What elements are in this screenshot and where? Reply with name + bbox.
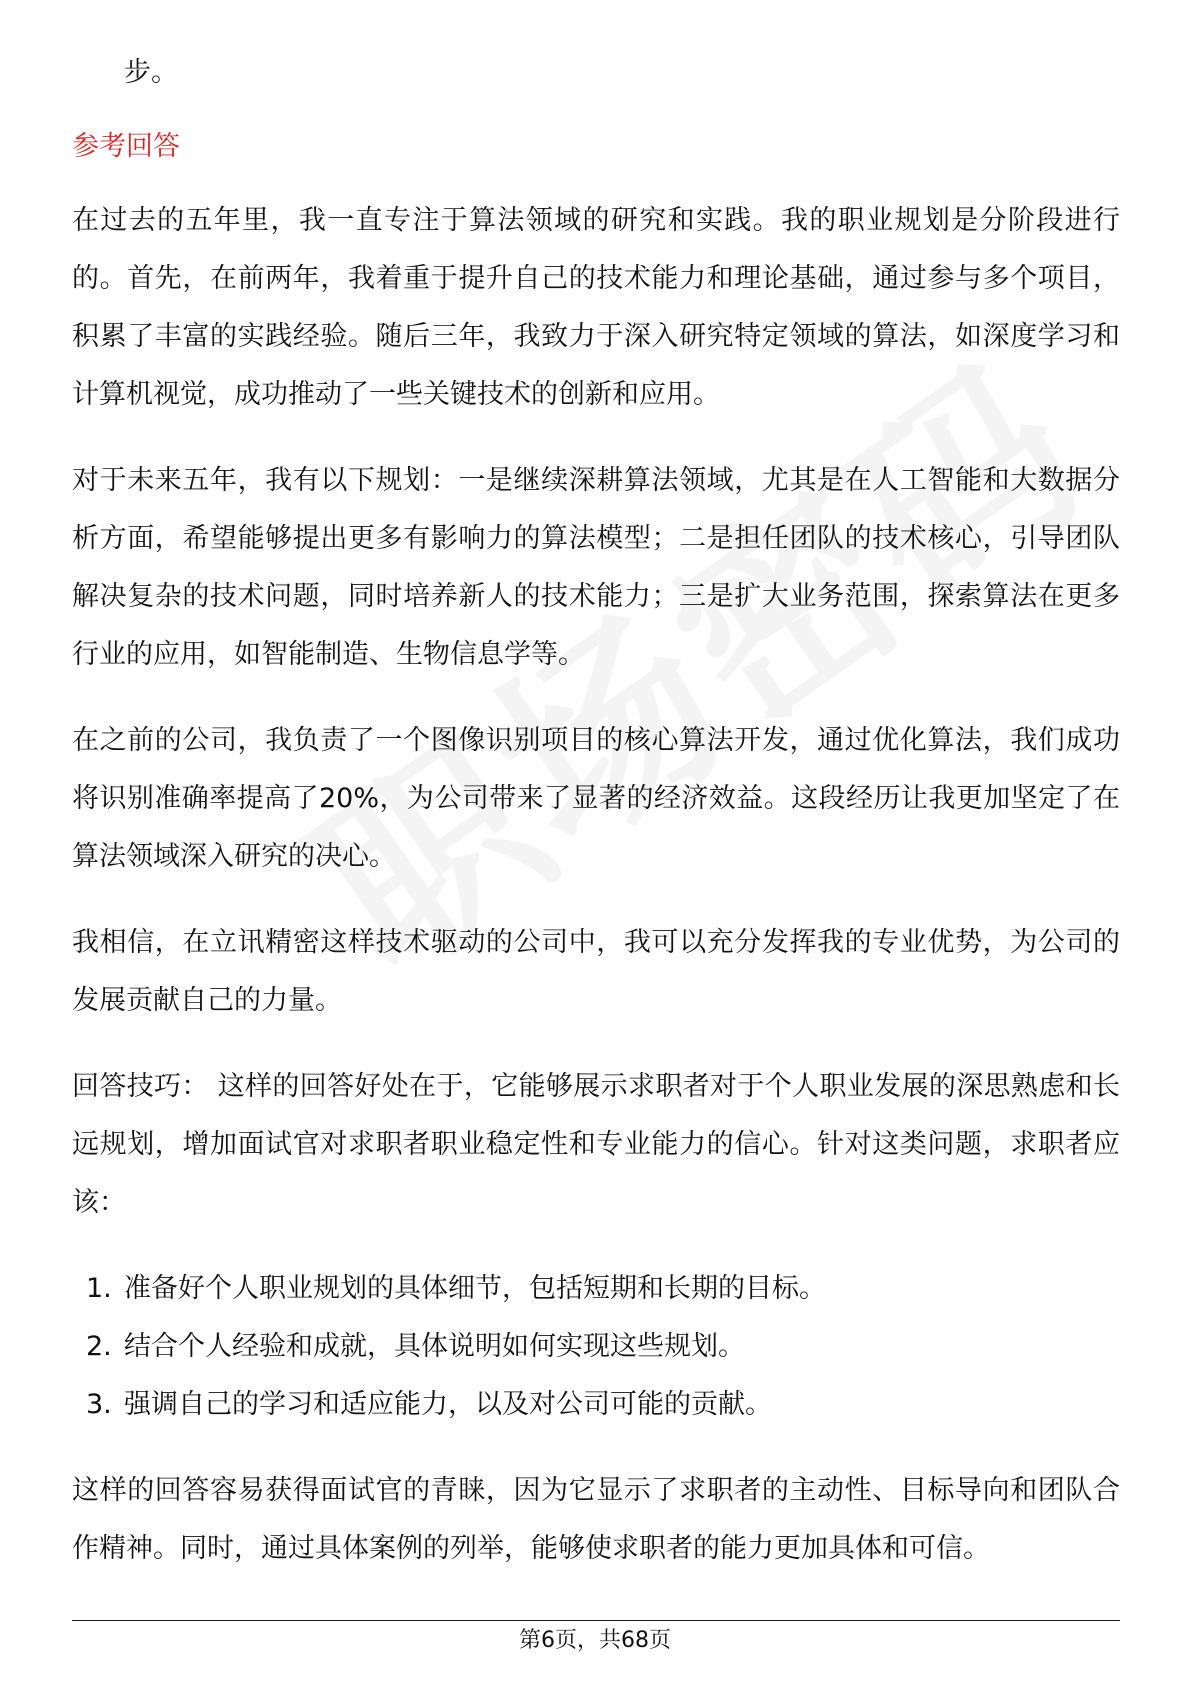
- list-item-text: 准备好个人职业规划的具体细节，包括短期和长期的目标。: [124, 1273, 826, 1304]
- list-item: [72, 1376, 1120, 1434]
- page-number: 第6页，共68页: [519, 1628, 671, 1653]
- answer-paragraph-2: 对于未来五年，我有以下规划：一是继续深耕算法领域，尤其是在人工智能和大数据分析方面，希望能够提出更多有影响力的算法模型；二是担任团队的技术核心，引导团队解决复杂的技术问题，同时培养新人的技术能力；三是扩大业务范围，探索算法在更多行业的应用，如智能制造、生物信息学等。: [72, 465, 1120, 670]
- closing-paragraph: 这样的回答容易获得面试官的青睐，因为它显示了求职者的主动性、目标导向和团队合作精神。同时，通过具体案例的列举，能够使求职者的能力更加具体和可信。: [72, 1475, 1120, 1564]
- list-item: [72, 1318, 1120, 1376]
- continued-fragment: 步。: [124, 57, 178, 88]
- answer-paragraph-4: 我相信，在立讯精密这样技术驱动的公司中，我可以充分发挥我的专业优势，为公司的发展贡献自己的力量。: [72, 927, 1120, 1016]
- answer-paragraph-3: 在之前的公司，我负责了一个图像识别项目的核心算法开发，通过优化算法，我们成功将识别准确率提高了20%，为公司带来了显著的经济效益。这段经历让我更加坚定了在算法领域深入研究的决心。: [72, 725, 1120, 872]
- page-content: [72, 44, 1120, 1578]
- list-item-number: 2.: [86, 1331, 112, 1362]
- list-item-text: 结合个人经验和成就，具体说明如何实现这些规划。: [124, 1331, 745, 1362]
- list-item-number: 1.: [86, 1273, 112, 1304]
- list-item-text: 强调自己的学习和适应能力，以及对公司可能的贡献。: [124, 1389, 772, 1420]
- list-item: [72, 1260, 1120, 1318]
- section-heading: 参考回答: [72, 131, 180, 162]
- footer-divider: [72, 1620, 1120, 1621]
- tips-intro-paragraph: 回答技巧： 这样的回答好处在于，它能够展示求职者对于个人职业发展的深思熟虑和长远规划，增加面试官对求职者职业稳定性和专业能力的信心。针对这类问题，求职者应该：: [72, 1071, 1120, 1218]
- list-item-number: 3.: [86, 1389, 112, 1420]
- answer-paragraph-1: 在过去的五年里，我一直专注于算法领域的研究和实践。我的职业规划是分阶段进行的。首先，在前两年，我着重于提升自己的技术能力和理论基础，通过参与多个项目，积累了丰富的实践经验。随后三年，我致力于深入研究特定领域的算法，如深度学习和计算机视觉，成功推动了一些关键技术的创新和应用。: [72, 205, 1120, 410]
- tips-list: [72, 1260, 1120, 1434]
